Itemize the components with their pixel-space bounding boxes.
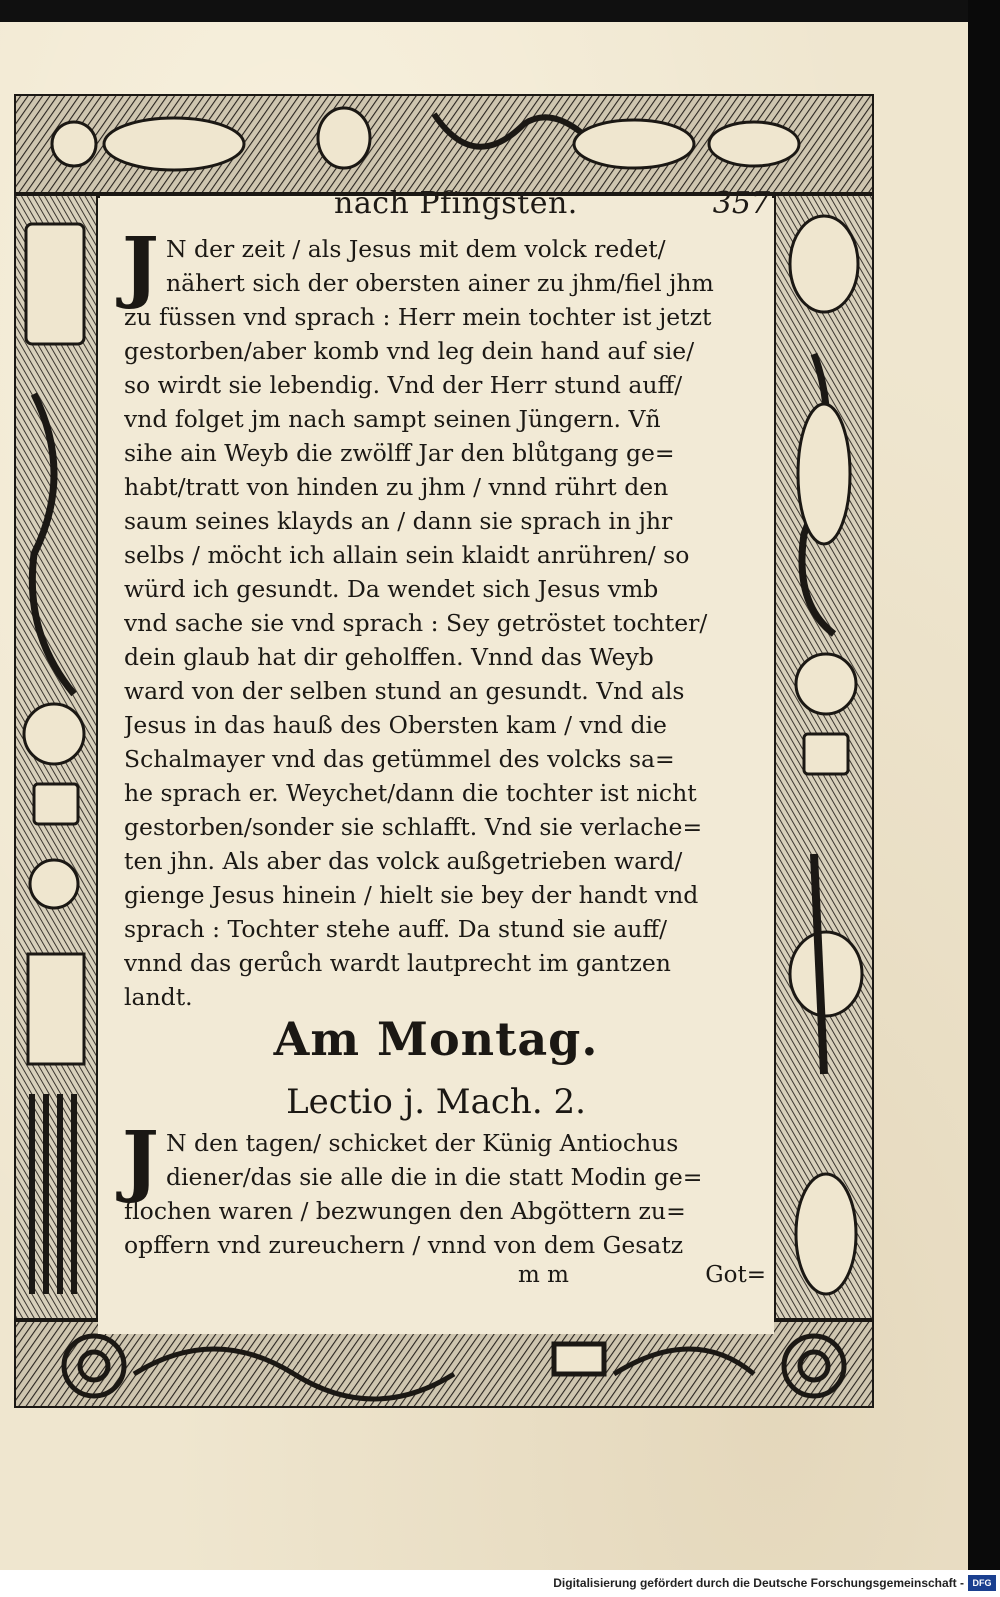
gospel-line: sihe ain Weyb die zwölff Jar den blůtgang ge=: [124, 439, 675, 467]
lesson-line: opffern vnd zureuchern / vnnd von dem Gesatz: [124, 1231, 684, 1259]
gospel-dropcap: J: [122, 221, 159, 312]
gospel-line: landt.: [124, 983, 193, 1011]
signature-mark: m m: [518, 1262, 569, 1288]
gospel-line: vnnd das gerůch wardt lautprecht im gantzen: [124, 949, 671, 977]
page-foot: [98, 1262, 774, 1296]
running-head: nach Pfingsten.: [334, 186, 578, 221]
gospel-line: nähert sich der obersten ainer zu jhm/fiel jhm: [166, 269, 714, 297]
gospel-line: würd ich gesundt. Da wendet sich Jesus vmb: [124, 575, 659, 603]
lesson-line: N den tagen/ schicket der Künig Antiochus: [166, 1129, 679, 1157]
gospel-line: habt/tratt von hinden zu jhm / vnnd rührt den: [124, 473, 669, 501]
gospel-line: so wirdt sie lebendig. Vnd der Herr stund auff/: [124, 371, 683, 399]
gospel-line: vnd sache sie vnd sprach : Sey getröstet tochter/: [124, 609, 708, 637]
scan-right-edge: [968, 0, 1000, 1570]
gospel-line: ward von der selben stund an gesundt. Vnd als: [124, 677, 685, 705]
gospel-line: saum seines klayds an / dann sie sprach in jhr: [124, 507, 673, 535]
catchword: Got=: [705, 1262, 766, 1288]
lectio-heading: Lectio j. Mach. 2.: [286, 1082, 586, 1122]
gospel-text: [122, 221, 774, 1014]
gospel-line: zu füssen vnd sprach : Herr mein tochter ist jetzt: [124, 303, 712, 331]
section-heading: Am Montag.: [273, 1012, 599, 1066]
gospel-line: dein glaub hat dir geholffen. Vnnd das Weyb: [124, 643, 654, 671]
lesson-line: diener/das sie alle die in die statt Modin ge=: [166, 1163, 703, 1191]
dfg-logo[interactable]: DFG: [968, 1575, 996, 1591]
gospel-line: ten jhn. Als aber das volck außgetrieben ward/: [124, 847, 683, 875]
footer-credit: Digitalisierung gefördert durch die Deutsche Forschungsgemeinschaft -: [553, 1576, 964, 1590]
page-number: 357: [712, 186, 770, 221]
scan-top-edge: [0, 0, 968, 22]
gospel-line: N der zeit / als Jesus mit dem volck redet/: [166, 235, 666, 263]
lesson-text: [122, 1115, 774, 1262]
lesson-line: flochen waren / bezwungen den Abgöttern zu=: [124, 1197, 686, 1225]
gospel-line: Schalmayer vnd das getümmel des volcks sa=: [124, 745, 675, 773]
gospel-line: selbs / möcht ich allain sein klaidt anrühren/ so: [124, 541, 690, 569]
page-header: [98, 180, 774, 230]
gospel-line: Jesus in das hauß des Obersten kam / vnd die: [124, 711, 667, 739]
gospel-line: gienge Jesus hinein / hielt sie bey der handt vnd: [124, 881, 699, 909]
gospel-line: sprach : Tochter stehe auff. Da stund sie auff/: [124, 915, 668, 943]
lesson-dropcap: J: [122, 1115, 159, 1206]
footer-bar: [0, 1570, 1000, 1597]
gospel-line: vnd folget jm nach sampt seinen Jüngern. Vñ: [124, 405, 661, 433]
gospel-line: gestorben/aber komb vnd leg dein hand auf sie/: [124, 337, 695, 365]
gospel-line: he sprach er. Weychet/dann die tochter ist nicht: [124, 779, 697, 807]
gospel-line: gestorben/sonder sie schlafft. Vnd sie verlache=: [124, 813, 703, 841]
